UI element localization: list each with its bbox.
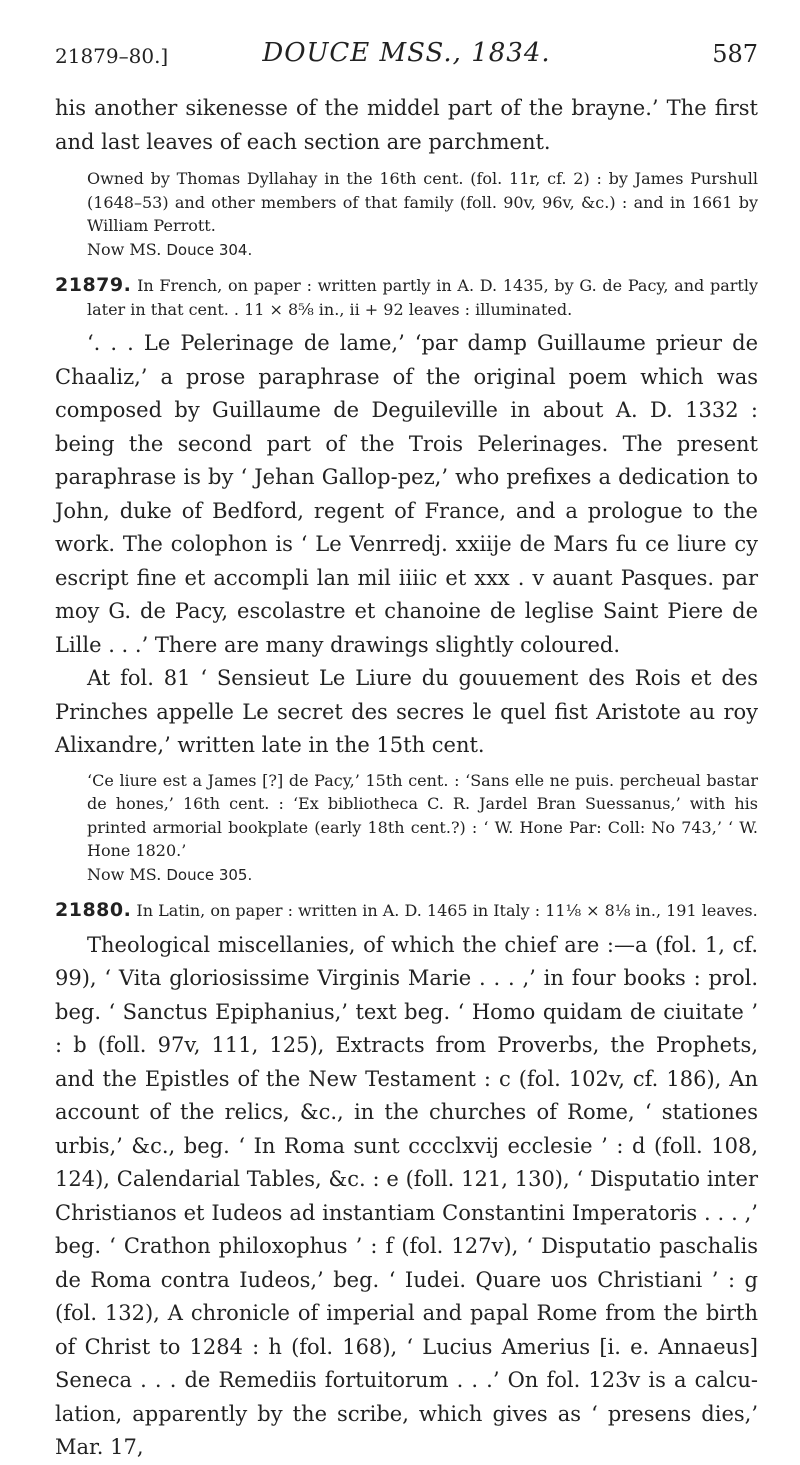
text-continuation: his another sikenesse of the middel part of the brayne.’ The first and last leaves of each section are parchment. xyxy=(55,96,758,154)
entry-number: 21880. xyxy=(55,899,132,921)
header-left: 21879–80.] xyxy=(55,44,169,68)
shelfmark-note xyxy=(55,863,758,888)
entry-description: In French, on paper : written partly in A. D. 1435, by G. de Pacy, and partly later in that cent. . 11 × 8⅝ in., ii + 92 leaves : illuminated. xyxy=(87,276,758,319)
shelfmark: Douce 305. xyxy=(166,865,253,884)
shelfmark: Douce 304. xyxy=(166,240,253,259)
page-number: 587 xyxy=(712,40,758,68)
provenance-note: Owned by Thomas Dyllahay in the 16th cent. (fol. 11r, cf. 2) : by James Purshull (1648–53) and other members of that family (foll. 90v, 96v, &c.) : and in 1661 by William Perrott. xyxy=(87,169,758,235)
page-body xyxy=(55,92,758,1465)
body-paragraph: At fol. 81 ‘ Sensieut Le Liure du gouuement des Rois et des Prinches appelle Le secret des secres le quel fist Aristote au roy Alixandre,’ written late in the 15th cent. xyxy=(55,666,758,757)
running-header xyxy=(55,38,758,74)
body-paragraph: ‘. . . Le Pelerinage de lame,’ ‘par damp Guillaume prieur de Chaaliz,’ a prose paraphrase of the original poem which was composed by Guillaume de Deguileville in about A. D. 1332 : being the second part of the Trois Pelerinages. The present paraphrase is by ‘ Jehan Gallop-pez,’ who prefixes a dedication to John, duke of Bedford, regent of France, and a prologue to the work. The colophon is ‘ Le Venrredj. xxiije de Mars fu ce liure cy escript fine et accompli lan mil iiiic et xxx . v auant Pasques. par moy G. de Pacy, escolastre et chanoine de leglise Saint Piere de Lille . . .’ There are many drawings slightly coloured. xyxy=(55,331,758,657)
shelfmark-prefix: Now MS. xyxy=(87,864,167,884)
catalogue-entry-head xyxy=(55,274,758,321)
header-title: DOUCE MSS., 1834. xyxy=(262,38,551,68)
body-paragraph: Theological miscellanies, of which the chief are :—a (fol. 1, cf. 99), ‘ Vita gloriosissime Virginis Marie . . . ,’ in four books : prol. beg. ‘ Sanctus Epiphanius,’ text beg. ‘ Homo quidam de ciuitate ’ : b (foll. 97v, 111, 125), Extracts from Proverbs, the Prophets, and the Epistles of the New Testament : c (fol. 102v, cf. 186), An account of the relics, &c., in the churches of Rome, ‘ stationes urbis,’ &c., beg. ‘ In Roma sunt cccclxvij ecclesie ’ : d (foll. 108, 124), Calendarial Tables, &c. : e (foll. 121, 130), ‘ Disputatio inter Christianos et Iudeos ad instantiam Constantini Imperatoris . . . ,’ beg. ‘ Crathon philoxophus ’ : f (fol. 127v), ‘ Disputatio paschalis de Roma contra Iudeos,’ beg. ‘ Iudei. Quare uos Christiani ’ : g (fol. 132), A chronicle of imperial and papal Rome from the birth of Christ to 1284 : h (fol. 168), ‘ Lucius Amerius [i. e. Annaeus] Seneca . . . de Remediis fortuitorum . . .’ On fol. 123v is a calcu-lation, apparently by the scribe, which gives as ‘ presens dies,’ Mar. 17, xyxy=(55,932,758,1459)
entry-description: In Latin, on paper : written in A. D. 1465 in Italy : 11⅛ × 8⅛ in., 191 leaves. xyxy=(136,901,758,920)
provenance-note: ‘Ce liure est a James [?] de Pacy,’ 15th cent. : ‘Sans elle ne puis. percheual bastar de hones,’ 16th cent. : ‘Ex bibliotheca C. R. Jardel Bran Suessanus,’ with his printed armorial bookplate (early 18th cent.?) : ‘ W. Hone Par: Coll: No 743,’ ‘ W. Hone 1820.’ xyxy=(87,770,758,860)
catalogue-entry-head xyxy=(55,899,758,923)
entry-number: 21879. xyxy=(55,274,132,296)
shelfmark-prefix: Now MS. xyxy=(87,239,167,259)
shelfmark-note xyxy=(55,238,758,263)
